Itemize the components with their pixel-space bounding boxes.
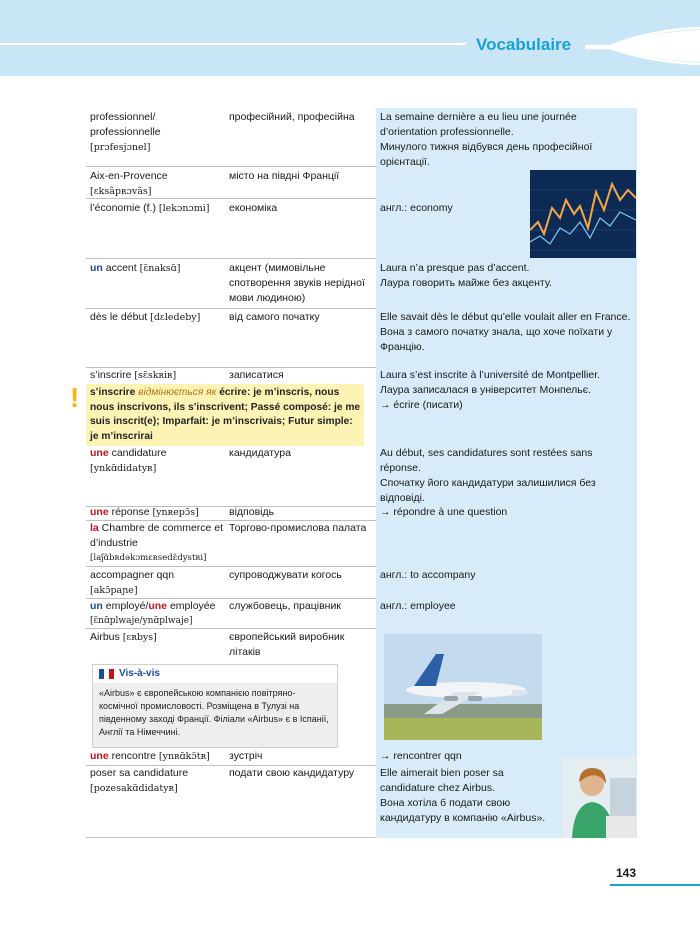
example: → rencontrer qqn [380,750,462,762]
article-feminine: la [90,522,99,534]
french-term [90,568,225,598]
term-word: employé/ [102,600,149,612]
vocab-row [86,259,637,309]
vocab-row [86,629,637,662]
french-term [90,766,225,796]
transcription: [laʃɑ̃bʀdəkɔmɛʀsedɛ̃dystʀi] [90,553,207,563]
example [380,446,636,506]
term-line: professionnelle [90,126,161,138]
term-word: dès le début [90,311,148,323]
term-word: s’inscrire [90,369,132,381]
transcription: [sɛ̃skʀiʀ] [134,370,177,381]
ukrainian-translation: відповідь [229,506,275,518]
article-masculine: un [90,600,103,612]
term-word: Airbus [90,631,120,643]
example [380,261,636,291]
vocab-row [86,567,637,599]
grammar-note [86,384,364,446]
example [380,110,636,170]
vocab-row [86,750,637,766]
vocab-row [86,108,637,167]
french-flag-icon [99,669,114,679]
ukrainian-translation: місто на півдні Франції [229,170,340,182]
term-word: employée [167,600,216,612]
vocab-row [86,599,637,629]
note-italic: відмінюється як [135,387,217,398]
french-term [90,521,225,566]
page-number-underline [610,884,700,886]
article-feminine: une [90,506,109,518]
term-word: accent [102,262,137,274]
note-conjugation: écrire: je m’inscris, nous nous inscrivons, ils s’inscrivent; Passé composé: je me suis inscrit(e); Imparfait: je m’inscrivais; Futur simple: je m’inscrirai [90,387,361,442]
french-term [90,261,225,276]
vocab-row [86,446,637,507]
vis-a-vis-header [93,665,337,683]
transcription: [ynkɑ̃didatyʀ] [90,463,157,474]
vocab-row [86,521,637,567]
ukrainian-translation: записатися [229,369,284,381]
french-term [90,749,225,764]
example-ua: Лаура говорить майже без акценту. [380,277,552,289]
page-header [0,0,700,76]
airplane-icon [384,634,542,740]
header-wave-decoration [0,0,700,76]
vocab-row [86,766,637,838]
ukrainian-translation: від самого початку [229,311,320,323]
french-term [90,446,225,476]
transcription: [ɛksãpʀɔvãs] [90,186,152,197]
term-word: candidature [108,447,167,459]
transcription: [ynʀɑ̃kɔ̃tʀ] [158,751,210,762]
transcription: [dɛledeby] [150,312,201,323]
example-ua: Лаура записалася в університет Монпельє. [380,384,592,396]
stock-chart-image [530,170,636,258]
french-term [90,310,225,325]
term-line: Aix-en-Provence [90,170,168,182]
ukrainian-translation: супроводжувати когось [229,569,342,581]
french-term [90,201,225,216]
airplane-image [384,634,542,740]
example: → répondre à une question [380,506,508,518]
ukrainian-translation: акцент (мимовільне спотворення звуків нерідної мови людиною) [229,262,365,304]
example: англ.: employee [380,600,456,612]
example: англ.: economy [380,202,453,214]
vocab-row [86,309,637,368]
term-word: rencontre [108,750,156,762]
french-term [90,368,225,383]
term-word: l’économie (f.) [90,202,156,214]
ukrainian-translation: подати свою кандидатуру [229,767,355,779]
example-fr: La semaine dernière a eu lieu une journée d’orientation professionnelle. [380,111,577,138]
example-ua: Вона з самого початку знала, що хоче поїхати у Францію. [380,326,613,353]
ukrainian-translation: Торгово-промислова палата [229,522,367,534]
vis-a-vis-box [92,664,338,748]
example-ua: Вона хотіла б подати свою кандидатуру в компанію «Airbus». [380,797,546,824]
ukrainian-translation: економіка [229,202,278,214]
term-word: Chambre de commerce et d’industrie [90,522,224,549]
ukrainian-translation: професійний, професійна [229,111,355,123]
ukrainian-translation: кандидатура [229,447,291,459]
page-title: Vocabulaire [476,35,572,54]
example-fr: Laura s’est inscrite à l’université de Montpellier. [380,369,601,381]
example-fr: Elle aimerait bien poser sa candidature chez Airbus. [380,767,504,794]
woman-at-computer-image [562,758,636,838]
example-note: → écrire (писати) [380,399,463,411]
example-fr: Elle savait dès le début qu’elle voulait aller en France. [380,311,631,323]
article-feminine: une [148,600,168,612]
vis-a-vis-text: «Airbus» є європейською компанією повітряно-космічної промисловості. Розміщена в Тулузі на південному заході Франції. Філіали «Airbus» є в Іспанії, Англії та Німеччині. [99,688,329,737]
ukrainian-translation: зустріч [229,750,263,762]
french-term [90,505,225,520]
ukrainian-translation: службовець, працівник [229,600,341,612]
transcription: [prɔfesjɔnel] [90,142,151,153]
term-word: poser sa candidature [90,767,189,779]
french-term [90,110,225,155]
page-number: 143 [616,866,637,880]
example [380,766,560,826]
transcription: [pozesakɑ̃didatyʀ] [90,783,178,794]
example-fr: Laura n’a presque pas d’accent. [380,262,530,274]
term-line: professionnel/ [90,111,156,123]
article-feminine: une [90,750,109,762]
example [380,368,636,413]
transcription: [ɛ̃naksɑ̃] [139,263,181,274]
person-icon [562,758,636,838]
term-word: réponse [108,506,150,518]
example-fr: Au début, ses candidatures sont restées sans réponse. [380,447,593,474]
article-masculine: un [90,262,103,274]
transcription: [ɛʀbys] [122,632,157,643]
french-term [90,599,225,629]
article-feminine: une [90,447,109,459]
transcription: [akɔ̃paɲe] [90,585,138,596]
vocab-row [86,507,637,521]
french-term [90,169,225,199]
example [380,310,636,355]
stock-chart-icon [530,170,636,258]
vis-a-vis-title: Vis-à-vis [119,668,160,679]
example-ua: Минулого тижня відбувся день професійної орієнтації. [380,141,593,168]
example-ua: Спочатку його кандидатури залишилися без відповіді. [380,477,596,504]
example: англ.: to accompany [380,569,476,581]
transcription: [ɛ̃nɑ̃plwaje/ynɑ̃plwaje] [90,616,193,626]
transcription: [ynʀepɔ̃s] [152,507,199,518]
transcription: [lekɔnɔmi] [158,203,210,214]
ukrainian-translation: європейський виробник літаків [229,631,345,658]
warning-icon: ! [70,382,80,413]
french-term [90,630,225,645]
note-word: s’inscrire [90,387,136,398]
term-word: accompagner qqn [90,569,175,581]
